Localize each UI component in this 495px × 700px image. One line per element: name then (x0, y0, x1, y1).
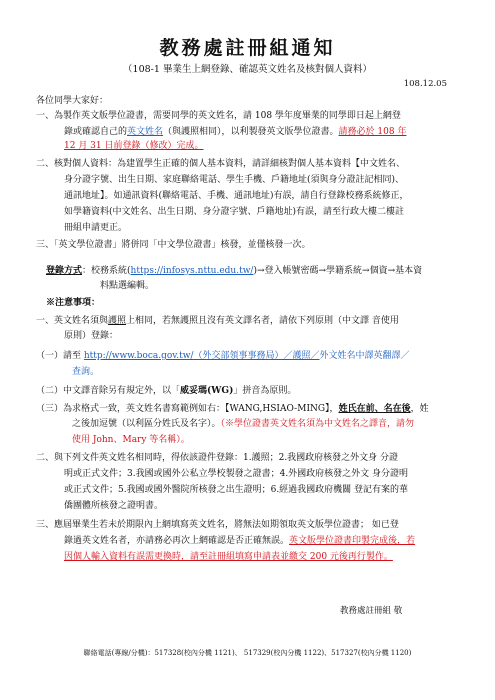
note1-3-line3: 使用 John、Mary 等名稱）。 (72, 435, 190, 445)
signature: 教務處註冊組 敬 (340, 606, 403, 616)
note1-3-text: ，姓 (410, 404, 429, 414)
boca-link[interactable]: http://www.boca.gov.tw/（外交部領事事務局）／護照／ (83, 351, 320, 361)
note2-line4: 僑團體所核發之證明書。 (64, 501, 164, 511)
note1-2-line (36, 385, 296, 398)
english-name-link: 英文姓名 (127, 127, 164, 137)
note3-line1: 三、應屆畢業生若未於期限內上網填寫英文姓名，將無法如期領取英文版學位證書； 如已登 (36, 520, 399, 530)
note1-3-text: （三）為求格式一致，英文姓名書寫範例如右：【WANG,HSIAO-MING】， (36, 404, 339, 414)
translation-path: 外文姓名中譯英翻譯／ (319, 351, 410, 361)
note1-3-line2 (72, 418, 414, 431)
note1-text: 上相同，若無護照且沒有英文譯名者，請依下列原則（中文譯 音使用 (126, 316, 399, 326)
note1-text: 一、英文姓名須與 (36, 316, 109, 326)
item1-text: 錄或確認自己的 (64, 127, 128, 137)
item2-line5: 冊組申請更正。 (64, 223, 128, 233)
contact-footer: 聯絡電話(專線/分機)：517328(校內分機 1121)、 517329(校內分機 1122)、517327(校內分機 1120) (83, 649, 412, 657)
note3-line3: 因個人輸入資料有誤需更換時，請至註冊組填寫申請表並繳交 200 元後再行製作。 (64, 552, 393, 562)
item2-line3: 通訊地址】。如通訊資料(聯絡電話、手機、通訊地址)有誤，請自行登錄校務系統修正， (64, 191, 409, 201)
page-subtitle: （108-1 畢業生上網登錄、確認英文姓名及核對個人資料） (123, 64, 372, 75)
note3-text: 錄過英文姓名者，亦請務必再次上網確認是否正確無誤。 (64, 536, 290, 546)
login-line2: 料點選編輯。 (100, 281, 155, 291)
page-title: 教務處註冊組通知 (159, 37, 336, 59)
note2-line2: 明或正式文件；3.我國或國外公私立學校製發之證書；4.外國政府核發之外文 身分證明 (64, 469, 409, 479)
passport-text: 護照 (108, 316, 127, 326)
note1-1-line1 (36, 350, 410, 363)
greeting: 各位同學大家好： (36, 96, 109, 106)
note3-line2 (64, 535, 415, 548)
reprint-warning: 英文版學位證書印製完成後，若 (289, 536, 416, 546)
item2-line2: 身分證字號、出生日期、家庭聯絡電話、學生手機、戶籍地址(須與身分證註記相同)、 (64, 175, 405, 185)
note2-line3: 或正式文件；5.我國或國外醫院所核發之出生證明；6.經過我國政府機關 登記有案的華 (64, 485, 409, 495)
login-text: ：校務系統( (82, 266, 131, 276)
login-line1 (46, 265, 422, 278)
notice-date: 108.12.05 (403, 79, 447, 89)
item1-text: （與護照相同），以利製發英文版學位證書。 (163, 127, 339, 137)
note1-1-text: （一）請至 (36, 351, 84, 361)
deadline-date: 12 月 31 日前登錄（修改）完成。 (64, 141, 204, 151)
wg-text: 威妥瑪(WG) (180, 386, 234, 396)
note1-2-text: （二）中文譯音除另有規定外，以「 (36, 386, 181, 396)
note1-1-line2: 查詢。 (72, 367, 100, 377)
item1-line1: 一、為製作英文版學位證書，需要同學的英文姓名，請 108 學年度畢業的同學即日起上網登 (36, 111, 401, 121)
note2-line1: 二、與下列文件英文姓名相同時，得依該證件登錄：1.護照；2.我國政府核發之外文身 分證 (36, 453, 399, 463)
item2-line4: 如學籍資料(中文姓名、出生日期、身分證字號、戶籍地址)有誤，請至行政大樓二樓註 (64, 207, 405, 217)
note1-3-text: 之後加逗號（以利區分姓氏及名字）。 (72, 419, 221, 429)
note1-line1 (36, 315, 399, 328)
deadline-text: 請務必於 108 年 (338, 127, 407, 137)
surname-first-text: 姓氏在前、名在後 (338, 404, 411, 414)
note1-2-text: 」拼音為原則。 (233, 386, 297, 396)
login-label: 登錄方式 (46, 266, 83, 276)
login-text: )→登入帳號密碼→學籍系統→個資→基本資 (253, 266, 423, 276)
note1-line2: 原則）登錄： (64, 331, 119, 341)
item2-line1: 二、核對個人資料：為建置學生正確的個人基本資料，請詳細核對個人基本資料【中文姓名、 (36, 159, 406, 169)
item3-line: 三、「英文學位證書」將併同「中文學位證書」核發，並僅核發一次。 (36, 240, 311, 250)
note1-3-line1 (36, 403, 429, 416)
infosys-link[interactable]: https://infosys.nttu.edu.tw/ (130, 266, 254, 276)
warning-text: （※學位證書英文姓名須為中文姓名之譯音，請勿 (220, 419, 415, 429)
notes-heading: ※注意事項： (46, 298, 101, 308)
item1-line2 (64, 126, 406, 139)
